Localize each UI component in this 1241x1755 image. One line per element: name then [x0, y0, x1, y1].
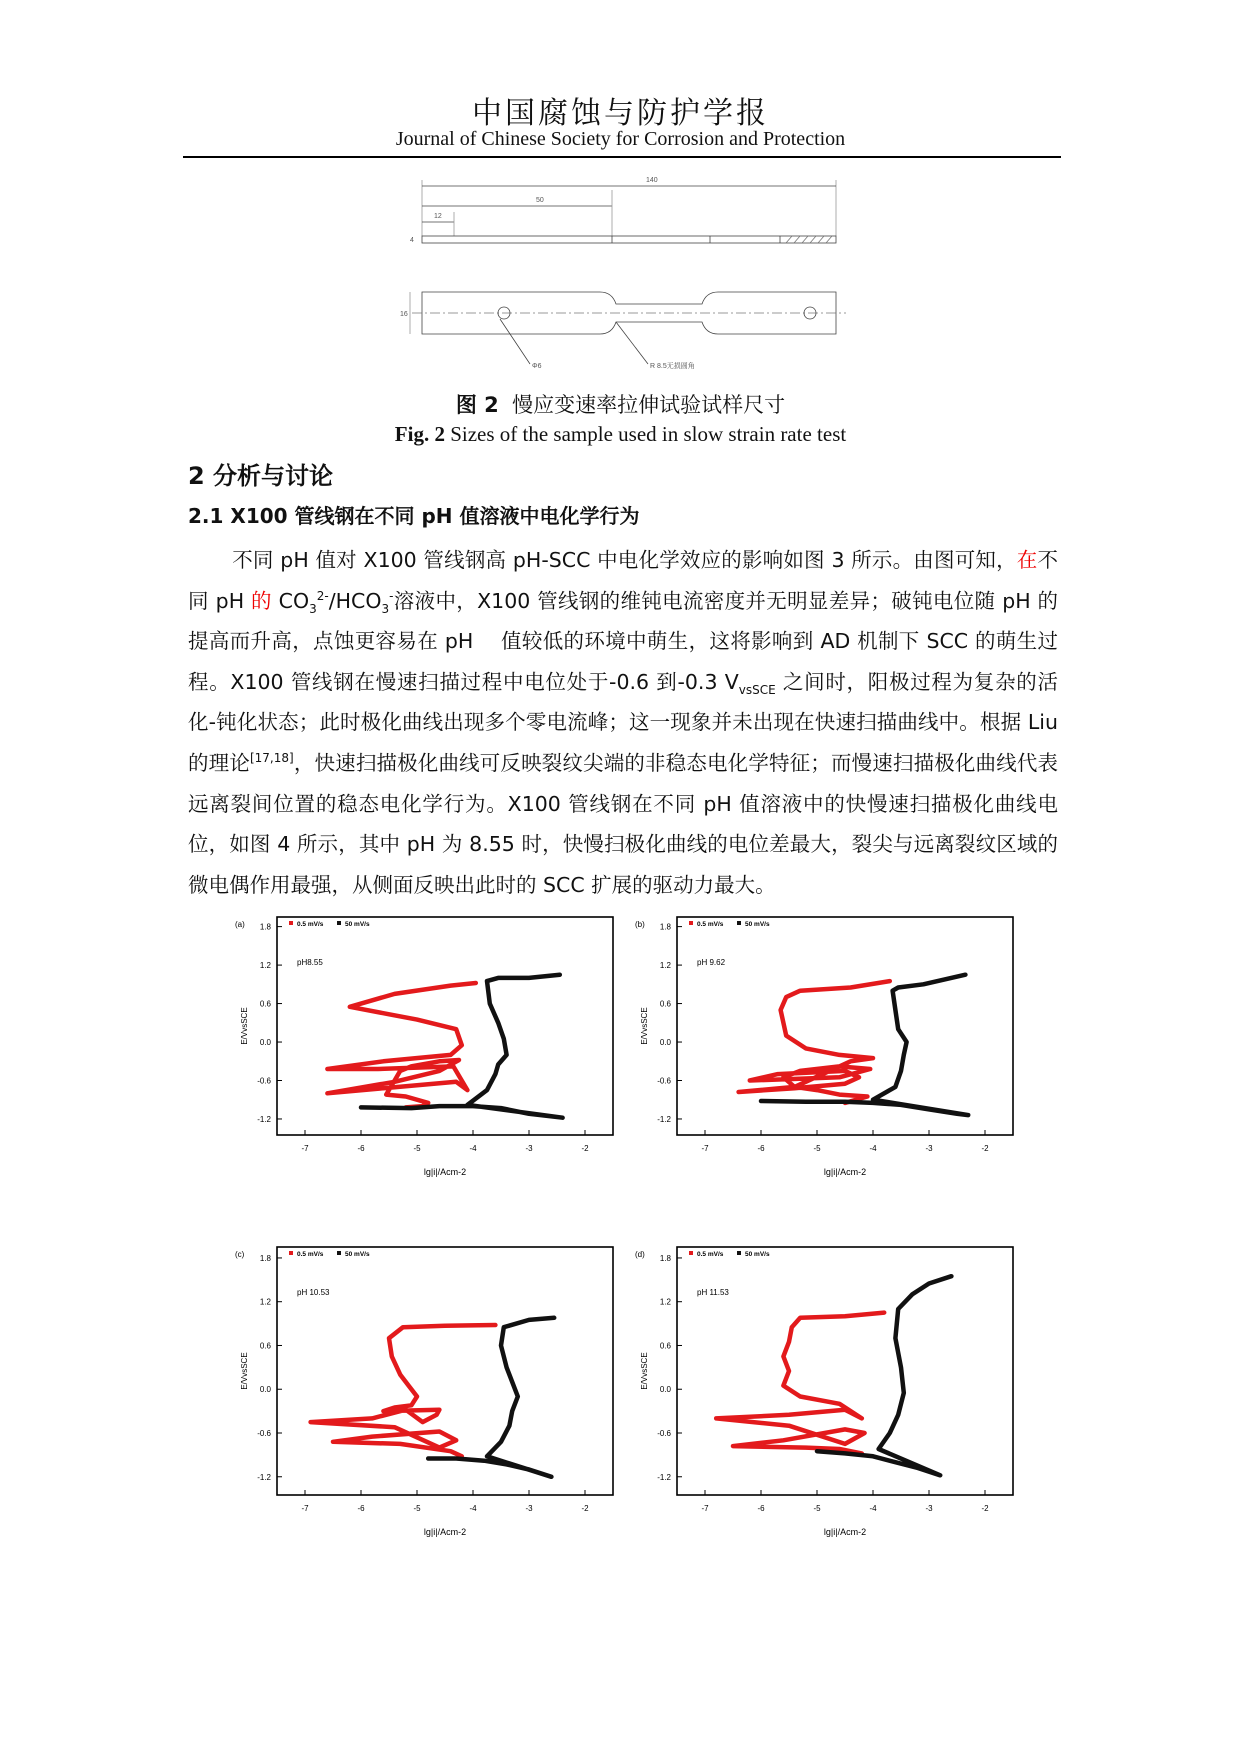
- legend-marker: [289, 1251, 293, 1255]
- x-tick-label: -2: [981, 1144, 989, 1153]
- header-rule: [183, 156, 1061, 158]
- x-tick-label: -2: [581, 1504, 589, 1513]
- specimen-drawing: [400, 172, 860, 372]
- legend-label: 50 mV/s: [345, 921, 370, 928]
- para-sup-minus: -: [389, 588, 394, 603]
- para-text-2f: ，快速扫描极化曲线可反映裂纹尖端的非稳态电化学特征；而慢速扫描极化曲线代表远离裂间位置的稳态电化学行为。X100 管线钢在不同 pH 值溶液中的快慢速扫描极化曲线电位，如图 4 所示，其中 pH 为 8.55 时，快慢扫极化曲线的电位差最大，裂尖与远离裂纹区域的微电偶作用最强，从侧面反映出此时的 SCC 扩展的驱动力最大。: [188, 750, 1059, 897]
- x-tick-label: -5: [813, 1144, 821, 1153]
- y-tick-label: 1.8: [259, 922, 271, 932]
- para-text-2b: CO: [271, 588, 310, 613]
- y-tick-label: 0.6: [259, 999, 271, 1009]
- para-text-1: 不同 pH 值对 X100 管线钢高 pH-SCC 中电化学效应的影响如图 3 所示。由图可知，: [232, 548, 1017, 572]
- panel-label: (b): [635, 920, 645, 929]
- x-tick-label: -7: [301, 1144, 309, 1153]
- para-sub-3b: 3: [381, 601, 390, 616]
- series-line-0: [716, 1313, 884, 1454]
- y-tick-label: 1.2: [659, 1297, 671, 1307]
- y-axis-label: E/VvsSCE: [240, 1007, 249, 1045]
- para-red-2: 的: [250, 588, 272, 613]
- y-tick-label: -1.2: [257, 1114, 271, 1124]
- y-tick-label: 1.8: [659, 1253, 671, 1263]
- y-tick-label: 0.6: [259, 1341, 271, 1351]
- para-sup-ref: [17,18]: [249, 751, 294, 766]
- x-tick-label: -6: [757, 1144, 765, 1153]
- x-tick-label: -5: [813, 1504, 821, 1513]
- legend-label: 50 mV/s: [345, 1251, 370, 1258]
- legend-marker: [337, 1251, 341, 1255]
- dim-50: 50: [536, 197, 544, 204]
- ph-annotation: pH 9.62: [697, 958, 726, 967]
- y-tick-label: 0.0: [659, 1038, 671, 1048]
- legend-label: 0.5 mV/s: [297, 1251, 324, 1258]
- ph-annotation: pH 10.53: [297, 1288, 330, 1297]
- y-tick-label: 1.2: [659, 961, 671, 971]
- y-tick-label: -0.6: [257, 1429, 271, 1438]
- polarization-chart-d: [625, 1235, 1025, 1565]
- series-line-0: [739, 981, 890, 1103]
- y-tick-label: 0.6: [659, 1341, 671, 1351]
- figure-2-label-cn: 图 2: [455, 393, 499, 417]
- dim-16: 16: [400, 311, 408, 318]
- x-tick-label: -6: [757, 1504, 765, 1513]
- panel-label: (c): [235, 1250, 245, 1259]
- subsection-title: 2.1 X100 管线钢在不同 pH 值溶液中电化学行为: [188, 504, 640, 528]
- panel-label: (d): [635, 1250, 645, 1259]
- para-sub-vssce: vsSCE: [738, 682, 776, 697]
- para-text-2a: 不同 pH: [188, 548, 1058, 613]
- y-tick-label: -1.2: [257, 1472, 271, 1482]
- x-axis-label: lg|i|/Acm-2: [823, 1527, 867, 1537]
- y-tick-label: 1.2: [259, 1297, 271, 1307]
- legend-label: 50 mV/s: [745, 921, 770, 928]
- y-tick-label: -0.6: [257, 1076, 271, 1086]
- polarization-chart-c: [225, 1235, 625, 1565]
- y-tick-label: 0.0: [659, 1385, 671, 1395]
- x-tick-label: -3: [925, 1504, 933, 1513]
- x-axis-label: lg|i|/Acm-2: [423, 1167, 467, 1177]
- ph-annotation: pH8.55: [297, 958, 323, 967]
- figure-2-label-en: Fig. 2: [394, 422, 445, 446]
- y-tick-label: 1.8: [259, 1253, 271, 1263]
- y-axis-label: E/VvsSCE: [640, 1352, 649, 1390]
- x-tick-label: -4: [869, 1144, 877, 1153]
- x-tick-label: -6: [357, 1504, 365, 1513]
- para-red-1: 在: [1016, 548, 1038, 572]
- x-tick-label: -2: [981, 1504, 989, 1513]
- x-tick-label: -3: [525, 1504, 533, 1513]
- y-tick-label: 1.2: [259, 961, 271, 971]
- dim-140: 140: [646, 177, 658, 184]
- plot-frame: [677, 1247, 1013, 1495]
- dim-hole: Φ6: [532, 363, 542, 370]
- y-axis-label: E/VvsSCE: [640, 1007, 649, 1045]
- legend-label: 0.5 mV/s: [697, 921, 724, 928]
- dim-fillet: R 8.5无损圆角: [650, 363, 695, 370]
- dim-12: 12: [434, 213, 442, 220]
- x-axis-label: lg|i|/Acm-2: [823, 1167, 867, 1177]
- panel-label: (a): [235, 920, 245, 929]
- y-tick-label: -0.6: [657, 1429, 671, 1438]
- x-tick-label: -7: [301, 1504, 309, 1513]
- y-tick-label: 0.0: [259, 1038, 271, 1048]
- legend-label: 0.5 mV/s: [697, 1251, 724, 1258]
- polarization-chart-b: [625, 905, 1025, 1205]
- journal-title-cn: 中国腐蚀与防护学报: [472, 96, 769, 131]
- y-tick-label: 0.6: [659, 999, 671, 1009]
- x-tick-label: -5: [413, 1504, 421, 1513]
- dim-4: 4: [410, 237, 414, 244]
- polarization-chart-a: [225, 905, 625, 1205]
- x-tick-label: -3: [525, 1144, 533, 1153]
- series-line-1: [817, 1276, 951, 1475]
- x-tick-label: -4: [469, 1504, 477, 1513]
- legend-marker: [737, 921, 741, 925]
- x-tick-label: -4: [469, 1144, 477, 1153]
- legend-marker: [737, 1251, 741, 1255]
- x-tick-label: -7: [701, 1144, 709, 1153]
- para-sup-2: 2-: [316, 588, 329, 603]
- figure-2-caption-cn: [0, 389, 1241, 419]
- para-text-2e: 之间时，阳极过程为复杂的活化-钝化状态；此时极化曲线出现多个零电流峰；这一现象并未出现在快速扫描曲线中。根据 Liu 的理论: [188, 669, 1058, 775]
- y-tick-label: -0.6: [657, 1076, 671, 1086]
- para-text-2d: 溶液中，X100 管线钢的维钝电流密度并无明显差异；破钝电位随 pH 的提高而升高，点蚀更容易在 pH 值较低的环境中萌生，这将影响到 AD 机制下 SCC 的萌生过程。X100 管线钢在慢速扫描过程中电位处于-0.6 到-0.3 V: [188, 588, 1058, 694]
- figure-2-text-cn: 慢应变速率拉伸试验试样尺寸: [512, 393, 786, 417]
- ph-annotation: pH 11.53: [697, 1288, 729, 1297]
- y-tick-label: -1.2: [657, 1114, 671, 1124]
- legend-label: 50 mV/s: [745, 1251, 770, 1258]
- x-tick-label: -7: [701, 1504, 709, 1513]
- y-axis-label: E/VvsSCE: [240, 1352, 249, 1390]
- para-sub-3: 3: [309, 601, 317, 616]
- y-tick-label: -1.2: [657, 1472, 671, 1482]
- x-axis-label: lg|i|/Acm-2: [423, 1527, 467, 1537]
- x-tick-label: -3: [925, 1144, 933, 1153]
- legend-label: 0.5 mV/s: [297, 921, 324, 928]
- x-tick-label: -4: [869, 1504, 877, 1513]
- y-tick-label: 0.0: [259, 1385, 271, 1395]
- legend-marker: [689, 1251, 693, 1255]
- y-tick-label: 1.8: [659, 922, 671, 932]
- legend-marker: [689, 921, 693, 925]
- journal-title-en: Journal of Chinese Society for Corrosion and Protection: [395, 128, 846, 150]
- section-title: 2 分析与讨论: [188, 462, 334, 490]
- x-tick-label: -5: [413, 1144, 421, 1153]
- para-text-2c: /HCO: [328, 588, 382, 613]
- figure-2-text-en: Sizes of the sample used in slow strain rate test: [450, 422, 847, 446]
- legend-marker: [289, 921, 293, 925]
- x-tick-label: -6: [357, 1144, 365, 1153]
- series-line-0: [327, 983, 475, 1107]
- series-line-0: [311, 1325, 496, 1456]
- body-paragraph: [188, 540, 1058, 905]
- legend-marker: [337, 921, 341, 925]
- figure-2-caption-en: [0, 422, 1241, 447]
- x-tick-label: -2: [581, 1144, 589, 1153]
